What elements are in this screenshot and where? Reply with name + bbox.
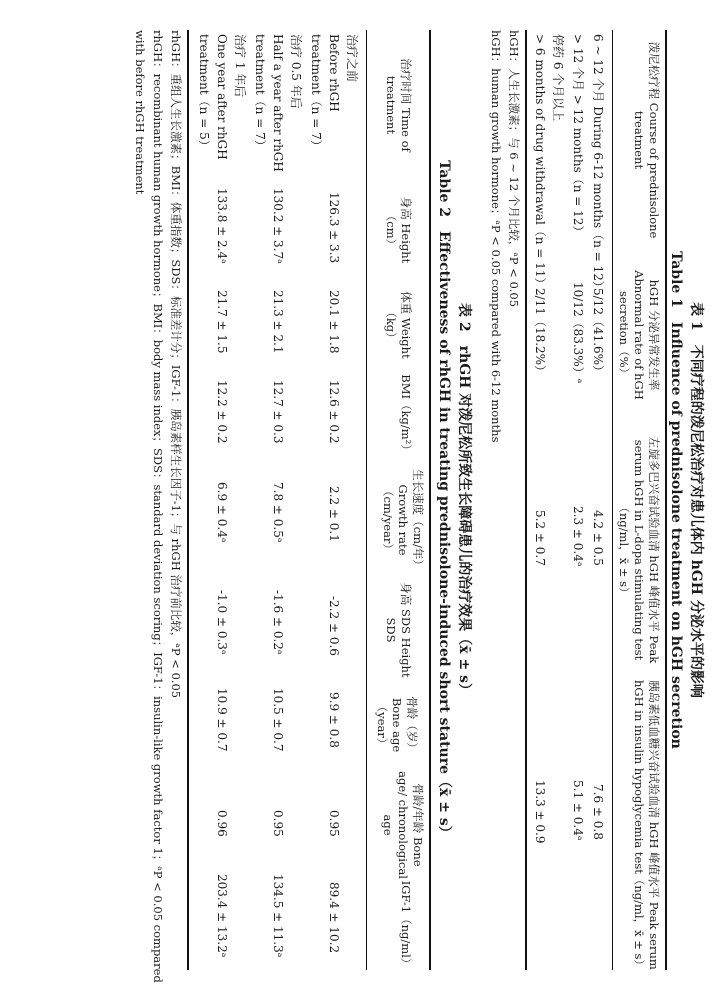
table2-row-label-n: treatment（n = 7） (309, 34, 323, 152)
table2-cell-growth: 2.2 ± 0.1 (327, 486, 341, 542)
table1-header-abnormal-rate: hGH 分泌异常发生率 Abnormal rate of hGH secretion（%） (617, 270, 661, 400)
table1-cell-course: > 6 months of drug withdrawal（n = 11） (533, 34, 547, 290)
table2-cell-weight: 21.3 ± 2.1 (271, 290, 285, 354)
table1-cell-course: > 12 个月 > 12 months（n = 12） (571, 34, 585, 238)
table2-cell-weight: 21.7 ± 1.5 (215, 290, 229, 354)
table2-title-en (435, 0, 455, 1000)
table1-cell-insulin: 5.1 ± 0.4ᵃ (571, 780, 585, 841)
table2-cell-sds: -1.0 ± 0.3ᵃ (215, 590, 229, 655)
table1-cell-rate: 10/12（83.3%）ᵃ (571, 282, 585, 384)
table2-note-cn: rhGH：重组人生长激素；BMI：体重指数；SDS：标准差计分；IGF-1：胰岛素样生长因子-1；与 rhGH 治疗前比较，ᵃP < 0.05 (169, 30, 183, 699)
table2-header-bmi: BMI（kg/m²） (399, 374, 413, 456)
table2-cell-sds: -1.6 ± 0.2ᵃ (271, 590, 285, 655)
table1-cell-ldopa: 4.2 ± 0.5 (591, 510, 605, 566)
table1-header-ldopa: 左旋多巴兴奋试验血清 hGH 峰值水平 Peak serum hGH in L-dopa stimulating test（ng/ml，x̄ ± s） (617, 436, 661, 664)
table2-header-height: 身高 Height（cm） (384, 196, 413, 264)
table2-cell-bone-ratio: 0.95 (327, 810, 341, 837)
table1-top-rule (665, 30, 667, 970)
table2-note-en: rhGH：recombinant human growth hormone；BMI：body mass index；SDS：standard deviation scoring；IGF-1：insulin-like growth factor 1；ᵃP < 0.05 compared (151, 30, 165, 983)
table1-cell-course: 6 ~ 12 个月 During 6-12 months（n = 12） (591, 34, 605, 293)
table2-row-label-cn: 治疗之前 (345, 34, 359, 83)
table2-header-bone-ratio: 骨龄/年龄 Bone age/ chronological age (381, 771, 425, 879)
table2-cell-igf1: 89.4 ± 10.2 (327, 882, 341, 954)
table2-cell-bmi: 12.2 ± 0.2 (215, 380, 229, 444)
table1-cell-insulin: 13.3 ± 0.9 (533, 780, 547, 844)
table2-header-time: 治疗时间 Time of treatment (384, 58, 413, 152)
table2-cell-height: 126.3 ± 3.3 (327, 192, 341, 264)
table2-row-label-cn: 治疗 0.5 年后 (289, 34, 303, 109)
table2-cell-bone-ratio: 0.96 (215, 810, 229, 837)
table1-cell-ldopa: 2.3 ± 0.4ᵃ (571, 506, 585, 567)
table2-cell-weight: 20.1 ± 1.8 (327, 290, 341, 354)
table1-header-course: 泼尼松疗程 Course of prednisolone treatment (632, 41, 661, 239)
table1-note-en: hGH：human growth hormone；ᵃP < 0.05 compared with 6-12 months (489, 30, 503, 443)
table1-note-cn: hGH：人生长激素；与 6 ~ 12 个月比较，ᵃP < 0.05 (507, 30, 521, 308)
table2-row-label-en: Before rhGH (327, 34, 341, 112)
table2-header-sds: 身高 SDS Height SDS (384, 582, 413, 678)
table2-cell-bone-age: 9.9 ± 0.8 (327, 692, 341, 748)
table1-title-en (667, 0, 687, 1000)
table2-cell-height: 130.2 ± 3.7ᵃ (271, 188, 285, 264)
table2-row-label-en: One year after rhGH (215, 34, 229, 160)
table1-cell-rate: 5/12（41.6%） (591, 288, 605, 378)
table2-cell-igf1: 203.4 ± 13.2ᵃ (215, 874, 229, 958)
table2-title-cn (455, 0, 475, 1000)
table2-cell-igf1: 134.5 ± 11.3ᵃ (271, 874, 285, 958)
table2-row-label-n: treatment（n = 5） (197, 34, 211, 152)
table1-title-cn (687, 0, 707, 1000)
table2-cell-growth: 7.8 ± 0.5ᵃ (271, 482, 285, 543)
table1-title-cn-text: 表 1 不同疗程的泼尼松治疗对患儿体内 hGH 分泌水平的影响 (688, 302, 704, 698)
table1-cell-course: 停药 6 个月以上 (551, 34, 565, 122)
table2-header-growth: 生长速度（cm/年） Growth rate（cm/year） (381, 469, 425, 571)
table1-header-rule (612, 30, 613, 970)
table2-top-rule (429, 30, 431, 970)
table2-bottom-rule (187, 30, 189, 970)
table1-cell-rate: 2/11（18.2%） (533, 288, 547, 378)
table2-header-weight: 体重 Weight（kg） (384, 291, 413, 359)
table1-title-en-text: Table 1 Influence of prednisolone treatment on hGH secretion (668, 251, 684, 749)
table2-cell-height: 133.8 ± 2.4ᵃ (215, 188, 229, 264)
table1-cell-insulin: 7.6 ± 0.8 (591, 784, 605, 840)
table2-header-igf1: IGF-1（ng/ml） (399, 880, 413, 970)
table2-title-cn-text: 表 2 rhGH 对泼尼松所致生长障碍患儿的治疗效果（x̄ ± s） (456, 303, 472, 697)
table2-cell-bone-ratio: 0.95 (271, 810, 285, 837)
table2-title-en-text: Table 2 Effectiveness of rhGH in treating prednisolone-induced short stature（x̄ ± s） (436, 160, 452, 840)
table1-cell-ldopa: 5.2 ± 0.7 (533, 510, 547, 566)
table2-cell-bone-age: 10.9 ± 0.7 (215, 688, 229, 752)
table2-row-label-en: Half a year after rhGH (271, 34, 285, 172)
table1-bottom-rule (525, 30, 527, 970)
table2-row-label-cn: 治疗 1 年后 (233, 34, 247, 98)
table1-header-insulin: 胰岛素低血糖兴奋试验血清 hGH 峰值水平 Peak serum hGH in insulin hypoglycemia test（ng/ml，x̄ ± s） (632, 680, 661, 971)
table2-header-bone-age: 骨龄（岁） Bone age（year） (375, 696, 419, 754)
table2-cell-sds: -2.2 ± 0.6 (327, 596, 341, 656)
table2-cell-growth: 6.9 ± 0.4ᵃ (215, 482, 229, 543)
table2-row-label-n: treatment（n = 7） (253, 34, 267, 152)
table2-cell-bone-age: 10.5 ± 0.7 (271, 688, 285, 752)
table2-header-rule (366, 30, 367, 970)
table2-cell-bmi: 12.6 ± 0.2 (327, 380, 341, 444)
table2-cell-bmi: 12.7 ± 0.3 (271, 380, 285, 444)
table2-note-en-cont: with before rhGH treatment (133, 30, 147, 195)
